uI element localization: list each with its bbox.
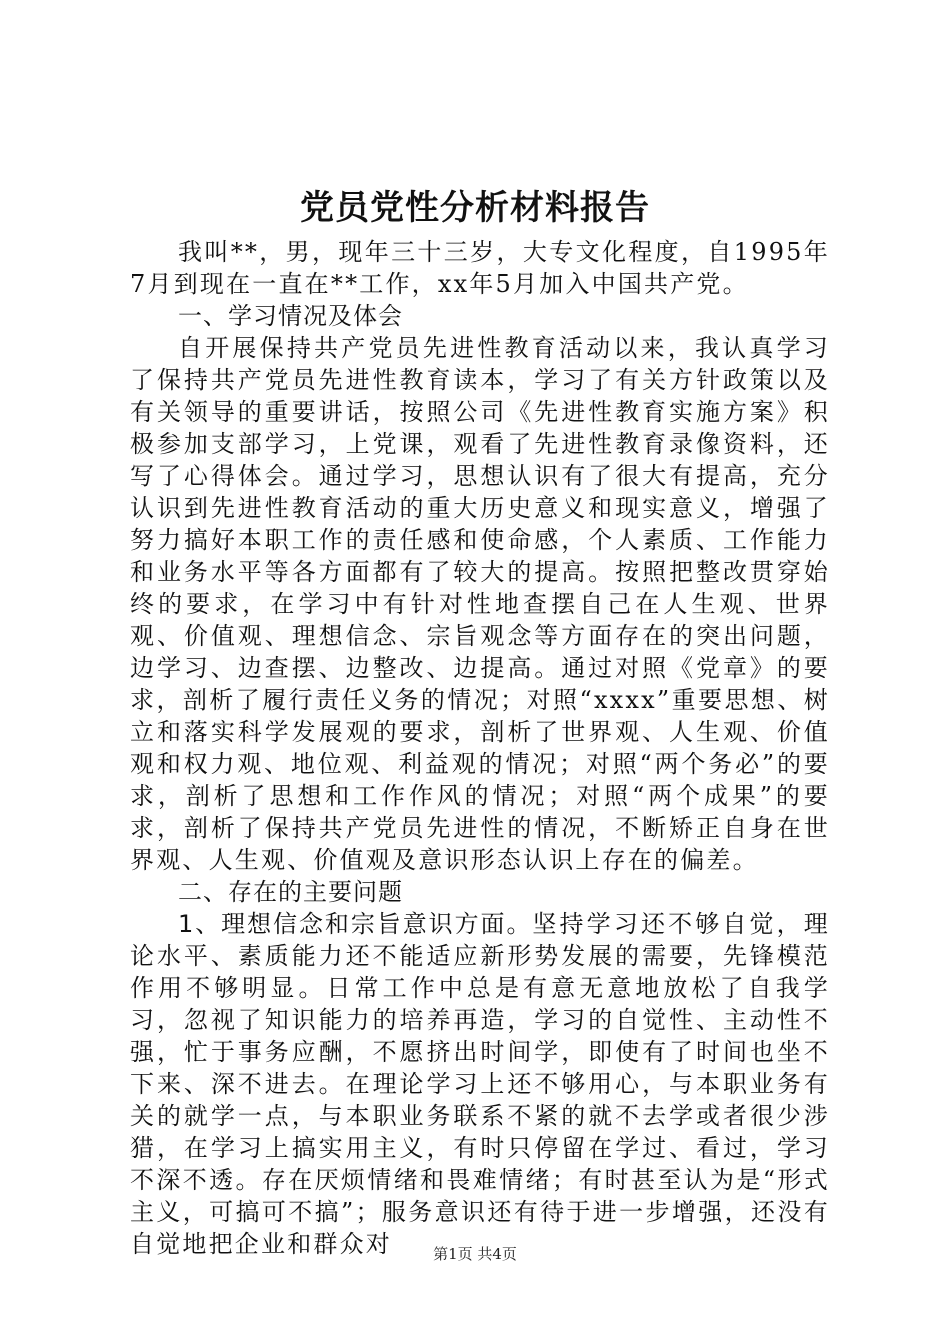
intro-paragraph: 我叫**，男，现年三十三岁，大专文化程度，自1995年7月到现在一直在**工作，xx年5月加入中国共产党。 <box>130 238 830 298</box>
problems-item-1-lead: 1、理想信念和宗旨意识方面。 <box>178 910 533 938</box>
section-heading-study: 一、学习情况及体会 <box>178 302 403 330</box>
document-body <box>130 236 830 1260</box>
document-title: 党员党性分析材料报告 <box>300 188 650 228</box>
page-footer: 第1页 共4页 <box>433 1245 517 1263</box>
problems-item-1 <box>130 908 830 1260</box>
study-paragraph: 自开展保持共产党员先进性教育活动以来，我认真学习了保持共产党员先进性教育读本，学习了有关方针政策以及有关领导的重要讲话，按照公司《先进性教育实施方案》积极参加支部学习，上党课，观看了先进性教育录像资料，还写了心得体会。通过学习，思想认识有了很大有提高，充分认识到先进性教育活动的重大历史意义和现实意义，增强了努力搞好本职工作的责任感和使命感，个人素质、工作能力和业务水平等各方面都有了较大的提高。按照把整改贯穿始终的要求，在学习中有针对性地查摆自己在人生观、世界观、价值观、理想信念、宗旨观念等方面存在的突出问题，边学习、边查摆、边整改、边提高。通过对照《党章》的要求，剖析了履行责任义务的情况；对照“xxxx”重要思想、树立和落实科学发展观的要求，剖析了世界观、人生观、价值观和权力观、地位观、利益观的情况；对照“两个务必”的要求，剖析了思想和工作作风的情况；对照“两个成果”的要求，剖析了保持共产党员先进性的情况，不断矫正自身在世界观、人生观、价值观及意识形态认识上存在的偏差。 <box>130 334 830 874</box>
section-heading-problems: 二、存在的主要问题 <box>178 878 403 906</box>
problems-item-1-text: 坚持学习还不够自觉，理论水平、素质能力还不能适应新形势发展的需要，先锋模范作用不够明显。日常工作中总是有意无意地放松了自我学习，忽视了知识能力的培养再造，学习的自觉性、主动性不强，忙于事务应酬，不愿挤出时间学，即使有了时间也坐不下来、深不进去。在理论学习上还不够用心，与本职业务有关的就学一点，与本职业务联系不紧的就不去学或者很少涉猎，在学习上搞实用主义，有时只停留在学过、看过，学习不深不透。存在厌烦情绪和畏难情绪；有时甚至认为是“形式主义，可搞可不搞”；服务意识还有待于进一步增强，还没有自觉地把企业和群众对 <box>130 910 830 1258</box>
